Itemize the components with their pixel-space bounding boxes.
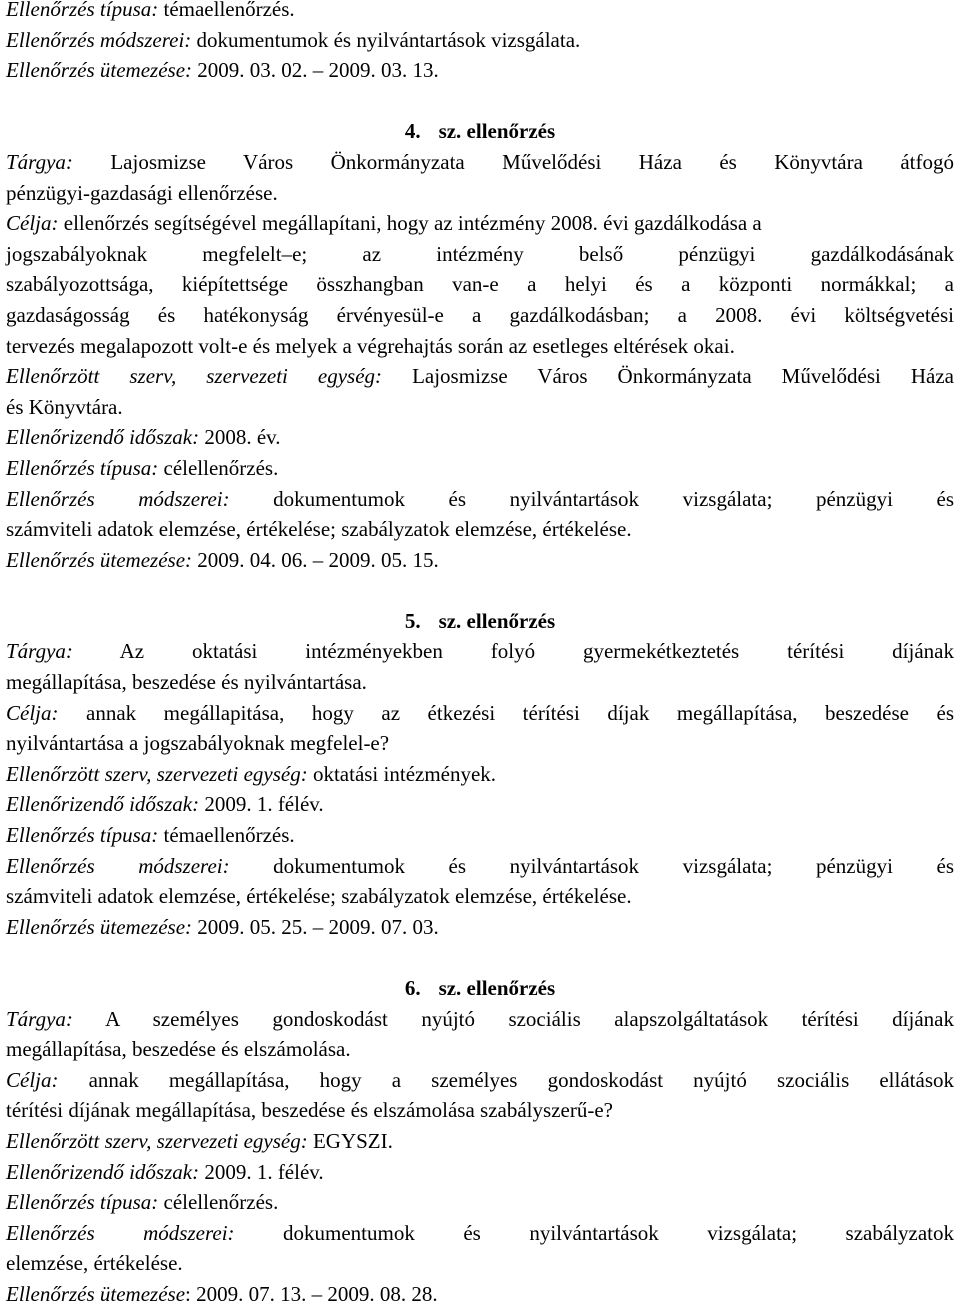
block4-period-line <box>6 422 954 453</box>
block4-purpose-line4: gazdaságosság és hatékonyság érvényesül-e a gazdálkodásban; a 2008. évi költségvetési <box>6 302 954 327</box>
block3-schedule-line <box>6 55 954 86</box>
block3-type-value: témaellenőrzés. <box>158 0 295 21</box>
block6-period-value: 2009. 1. félév. <box>199 1159 324 1184</box>
block6-org-value: EGYSZI. <box>307 1128 393 1153</box>
block4-subject-text1: Lajosmizse Város Önkormányzata Művelődési Háza és Könyvtára átfogó <box>72 149 954 174</box>
block3-methods-line <box>6 25 954 56</box>
block6-methods-line2: elemzése, értékelése. <box>6 1251 183 1276</box>
block6-period-label: Ellenőrizendő időszak: <box>6 1159 200 1184</box>
block6-methods-label: Ellenőrzés módszerei: <box>6 1220 235 1245</box>
block6-purpose-line2: térítési díjának megállapítása, beszedése és elszámolása szabályszerű-e? <box>6 1098 613 1123</box>
block5-schedule-value: 2009. 05. 25. – 2009. 07. 03. <box>192 914 439 939</box>
block4-methods-label: Ellenőrzés módszerei: <box>6 486 230 511</box>
block6-type-line <box>6 1187 954 1218</box>
block6-schedule-label: Ellenőrzés ütemezése <box>6 1281 186 1306</box>
block5-heading <box>6 606 954 637</box>
spacer <box>6 575 954 606</box>
block5-schedule-line <box>6 912 954 943</box>
block5-period-label: Ellenőrizendő időszak: <box>6 792 200 817</box>
block5-subject-line1 <box>6 636 954 667</box>
block5-heading-number: 5. <box>404 608 421 633</box>
block3-type-line <box>6 0 954 25</box>
block4-schedule-value: 2009. 04. 06. – 2009. 05. 15. <box>192 547 439 572</box>
block4-purpose-text1: ellenőrzés segítségével megállapítani, hogy az intézmény 2008. évi gazdálkodása a <box>58 211 762 236</box>
block5-methods-label: Ellenőrzés módszerei: <box>6 853 230 878</box>
block5-org-value: oktatási intézmények. <box>307 761 497 786</box>
block4-type-line <box>6 453 954 484</box>
block4-methods-line2: számviteli adatok elemzése, értékelése; szabályzatok elemzése, értékelése. <box>6 517 632 542</box>
block5-purpose-text1: annak megállapitása, hogy az étkezési térítési díjak megállapítása, beszedése és <box>58 700 954 725</box>
block5-type-value: témaellenőrzés. <box>158 823 295 848</box>
block6-purpose-text1: annak megállapítása, hogy a személyes gondoskodást nyújtó szociális ellátások <box>58 1067 954 1092</box>
block6-heading-number: 6. <box>404 976 421 1000</box>
block6-org-line <box>6 1126 954 1157</box>
block4-methods-line1 <box>6 484 954 515</box>
spacer <box>6 942 954 973</box>
block5-period-line <box>6 789 954 820</box>
block5-org-line <box>6 759 954 790</box>
block5-purpose-line1 <box>6 698 954 729</box>
block5-period-value: 2009. 1. félév. <box>199 792 324 817</box>
block3-type-label: Ellenőrzés típusa: <box>6 0 159 21</box>
block4-schedule-label: Ellenőrzés ütemezése: <box>6 547 193 572</box>
block5-type-line <box>6 820 954 851</box>
block6-subject-label: Tárgya: <box>6 1006 73 1031</box>
block4-methods-text1: dokumentumok és nyilvántartások vizsgálata; pénzügyi és <box>229 486 955 511</box>
block5-subject-label: Tárgya: <box>6 639 73 664</box>
block5-type-label: Ellenőrzés típusa: <box>6 823 159 848</box>
block4-org-line1 <box>6 361 954 392</box>
block5-subject-line2: megállapítása, beszedése és nyilvántartása. <box>6 670 367 695</box>
block6-heading <box>6 973 954 1004</box>
spacer <box>6 86 954 117</box>
block3-methods-label: Ellenőrzés módszerei: <box>6 27 192 52</box>
block6-type-label: Ellenőrzés típusa: <box>6 1190 159 1215</box>
block4-purpose-line5: tervezés megalapozott volt-e és melyek a végrehajtás során az esetleges eltérések okai. <box>6 333 735 358</box>
block4-type-value: célellenőrzés. <box>158 455 279 480</box>
block6-purpose-label: Célja: <box>6 1067 59 1092</box>
block5-methods-line1 <box>6 851 954 882</box>
block4-org-line2: és Könyvtára. <box>6 394 123 419</box>
block4-purpose-line3: szabályozottsága, kiépítettsége összhangban van-e a helyi és a központi normákkal; a <box>6 272 954 297</box>
block4-heading <box>6 116 954 147</box>
block5-org-label: Ellenőrzött szerv, szervezeti egység: <box>6 761 308 786</box>
block6-heading-text: sz. ellenőrzés <box>438 976 556 1000</box>
block4-period-label: Ellenőrizendő időszak: <box>6 425 200 450</box>
block4-org-text1: Lajosmizse Város Önkormányzata Művelődési Háza <box>382 364 954 389</box>
block3-methods-value: dokumentumok és nyilvántartások vizsgálata. <box>191 27 581 52</box>
block4-heading-number: 4. <box>404 119 421 144</box>
block6-type-value: célellenőrzés. <box>158 1190 279 1215</box>
block4-subject-line1 <box>6 147 954 178</box>
block4-type-label: Ellenőrzés típusa: <box>6 455 159 480</box>
block6-subject-line1 <box>6 1004 954 1035</box>
block6-purpose-line1 <box>6 1065 954 1096</box>
block5-heading-text: sz. ellenőrzés <box>438 608 556 633</box>
block5-methods-line2: számviteli adatok elemzése, értékelése; szabályzatok elemzése, értékelése. <box>6 884 632 909</box>
block4-subject-line2: pénzügyi-gazdasági ellenőrzése. <box>6 180 278 205</box>
block5-subject-text1: Az oktatási intézményekben folyó gyermekétkeztetés térítési díjának <box>72 639 954 664</box>
block4-heading-text: sz. ellenőrzés <box>438 119 556 144</box>
block6-subject-line2: megállapítása, beszedése és elszámolása. <box>6 1037 351 1062</box>
block6-methods-line1 <box>6 1218 954 1249</box>
block6-period-line <box>6 1157 954 1188</box>
block6-methods-text1: dokumentumok és nyilvántartások vizsgálata; szabályzatok <box>234 1220 955 1245</box>
block5-purpose-line2: nyilvántartása a jogszabályoknak megfelel-e? <box>6 731 390 756</box>
block5-methods-text1: dokumentumok és nyilvántartások vizsgálata; pénzügyi és <box>229 853 955 878</box>
block4-schedule-line <box>6 545 954 576</box>
block5-purpose-label: Célja: <box>6 700 59 725</box>
block5-schedule-label: Ellenőrzés ütemezése: <box>6 914 193 939</box>
block4-org-label: Ellenőrzött szerv, szervezeti egység: <box>6 364 383 389</box>
block3-schedule-label: Ellenőrzés ütemezése: <box>6 58 193 83</box>
block6-org-label: Ellenőrzött szerv, szervezeti egység: <box>6 1128 308 1153</box>
block4-purpose-line2: jogszabályoknak megfelelt–e; az intézmény belső pénzügyi gazdálkodásának <box>6 241 954 266</box>
block4-subject-label: Tárgya: <box>6 149 73 174</box>
block6-schedule-value: : 2009. 07. 13. – 2009. 08. 28. <box>185 1281 438 1306</box>
block6-subject-text1: A személyes gondoskodást nyújtó szociális alapszolgáltatások térítési díjának <box>72 1006 954 1031</box>
block4-period-value: 2008. év. <box>199 425 281 450</box>
block4-purpose-label: Célja: <box>6 211 59 236</box>
block4-purpose-line1 <box>6 208 954 239</box>
block3-schedule-value: 2009. 03. 02. – 2009. 03. 13. <box>192 58 439 83</box>
